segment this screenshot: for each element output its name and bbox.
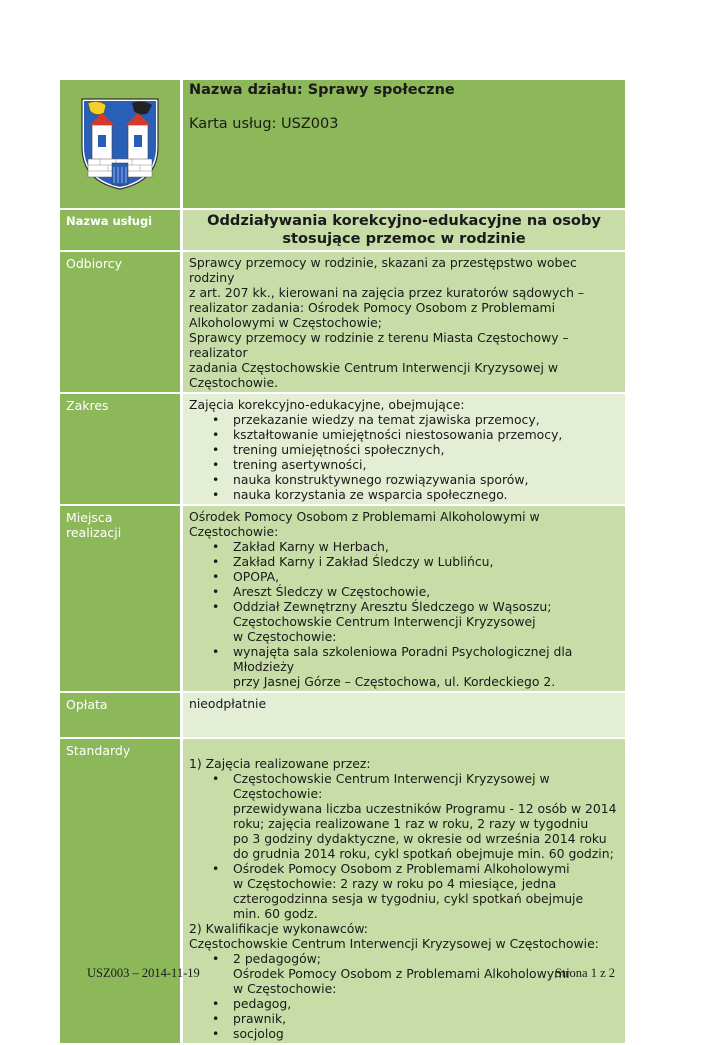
text-line: • wynajęta sala szkoleniowa Poradni Psychologicznej dla Młodzieży	[233, 644, 573, 674]
footer-doc-id: USZ003 – 2014-11-19	[87, 966, 200, 980]
list-item: • nauka korzystania ze wsparcia społecznego.	[212, 487, 619, 502]
standards-label: Standardy	[60, 739, 183, 1043]
list-item: • socjolog	[212, 1026, 619, 1041]
standards-content	[183, 739, 625, 1043]
service-card-id: Karta usług: USZ003	[189, 116, 339, 132]
standards-heading: 2) Kwalifikacje wykonawców:	[189, 921, 368, 936]
scope-row	[60, 394, 625, 504]
scope-label: Zakres	[60, 394, 183, 504]
text-line: Sprawcy przemocy w rodzinie, skazani za przestępstwo wobec rodziny	[189, 255, 577, 285]
list-item: • Zakład Karny w Herbach,	[212, 539, 619, 554]
scope-intro: Zajęcia korekcyjno-edukacyjne, obejmujące:	[189, 397, 465, 412]
text-line: przewidywana liczba uczestników Programu - 12 osób w 2014	[233, 801, 617, 816]
scope-list	[189, 412, 619, 502]
text-line: czterogodzinna sesja w tygodniu, cykl spotkań obejmuje	[233, 891, 584, 906]
service-card-table	[60, 78, 625, 1045]
text-line: roku; zajęcia realizowane 1 raz w roku, 2 razy w tygodniu	[233, 816, 589, 831]
list-item: • OPOPA,	[212, 569, 619, 584]
list-item	[212, 771, 619, 861]
recipients-row	[60, 252, 625, 392]
text-line: po 3 godziny dydaktyczne, w okresie od września 2014 roku	[233, 831, 607, 846]
department-name: Nazwa działu: Sprawy społeczne	[189, 82, 455, 98]
label-line: realizacji	[66, 525, 122, 540]
footer-page-number: Strona 1 z 2	[554, 966, 615, 980]
fee-label: Opłata	[60, 693, 183, 737]
text-line: w Częstochowie:	[233, 629, 337, 644]
fee-value: nieodpłatnie	[183, 693, 625, 737]
standards-heading: 1) Zajęcia realizowane przez:	[189, 756, 371, 771]
text-line: z art. 207 kk., kierowani na zajęcia przez kuratorów sądowych –	[189, 285, 585, 300]
list-item: • trening asertywności,	[212, 457, 619, 472]
service-name	[183, 210, 625, 250]
list-item	[212, 599, 619, 644]
text-line: Częstochowie.	[189, 375, 279, 390]
recipients-content	[183, 252, 625, 392]
text-line: w Częstochowie:	[233, 981, 337, 996]
list-item: • trening umiejętności społecznych,	[212, 442, 619, 457]
text-line: • Oddział Zewnętrzny Aresztu Śledczego w Wąsoszu;	[233, 599, 552, 614]
text-line: przy Jasnej Górze – Częstochowa, ul. Kordeckiego 2.	[233, 674, 556, 689]
text-line: • Częstochowskie Centrum Interwencji Kryzysowej w	[233, 771, 550, 786]
list-item: • prawnik,	[212, 1011, 619, 1026]
fee-row	[60, 693, 625, 737]
label-line: Miejsca	[66, 510, 113, 525]
places-intro: Ośrodek Pomocy Osobom z Problemami Alkoholowymi w Częstochowie:	[189, 509, 540, 539]
service-label: Nazwa usługi	[60, 210, 183, 250]
recipients-label: Odbiorcy	[60, 252, 183, 392]
list-item	[212, 861, 619, 921]
text-line: do grudnia 2014 roku, cykl spotkań obejmuje min. 60 godzin;	[233, 846, 614, 861]
service-name-row	[60, 210, 625, 250]
text-line: Alkoholowymi w Częstochowie;	[189, 315, 382, 330]
text-line: Częstochowie:	[233, 786, 323, 801]
service-name-line: stosujące przemoc w rodzinie	[282, 230, 526, 247]
standards-row	[60, 739, 625, 1043]
list-item: • pedagog,	[212, 996, 619, 1011]
places-list	[189, 539, 619, 689]
places-label	[60, 506, 183, 691]
list-item: • Areszt Śledczy w Częstochowie,	[212, 584, 619, 599]
text-line: w Częstochowie: 2 razy w roku po 4 miesiące, jedna	[233, 876, 557, 891]
service-name-line: Oddziaływania korekcyjno-edukacyjne na osoby	[207, 212, 601, 229]
text-line: Ośrodek Pomocy Osobom z Problemami Alkoholowymi	[233, 966, 570, 981]
list-item: • Zakład Karny i Zakład Śledczy w Lublińcu,	[212, 554, 619, 569]
places-content	[183, 506, 625, 691]
text-line: • Ośrodek Pomocy Osobom z Problemami Alkoholowymi	[233, 861, 570, 876]
text-line: Częstochowskie Centrum Interwencji Kryzysowej	[233, 614, 536, 629]
text-line: • 2 pedagogów;	[233, 951, 321, 966]
text-line: realizator zadania: Ośrodek Pomocy Osobom z Problemami	[189, 300, 556, 315]
qualifications-list	[189, 951, 619, 1041]
list-item: • nauka konstruktywnego rozwiązywania sporów,	[212, 472, 619, 487]
list-item: • kształtowanie umiejętności niestosowania przemocy,	[212, 427, 619, 442]
text-line: Sprawcy przemocy w rodzinie z terenu Miasta Częstochowy – realizator	[189, 330, 569, 360]
places-row	[60, 506, 625, 691]
header-row	[60, 80, 625, 208]
header-text-cell	[183, 80, 625, 208]
text-line: zadania Częstochowskie Centrum Interwencji Kryzysowej w	[189, 360, 559, 375]
standards-executors-list	[189, 771, 619, 921]
scope-content	[183, 394, 625, 504]
logo-cell	[60, 80, 183, 208]
text-line: min. 60 godz.	[233, 906, 318, 921]
list-item: • przekazanie wiedzy na temat zjawiska przemocy,	[212, 412, 619, 427]
city-coat-of-arms-icon	[78, 95, 162, 191]
standards-intro: Częstochowskie Centrum Interwencji Kryzysowej w Częstochowie:	[189, 936, 599, 951]
list-item	[212, 644, 619, 689]
